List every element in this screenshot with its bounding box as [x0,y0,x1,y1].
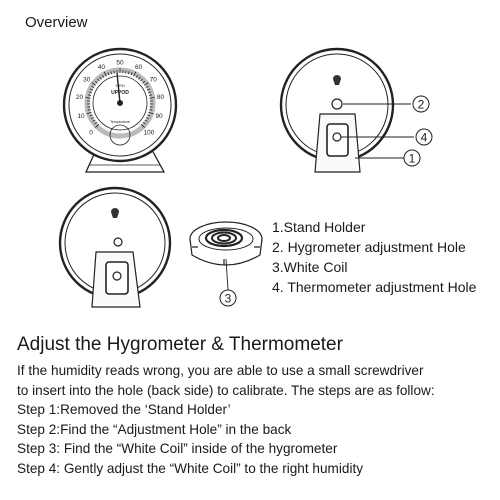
gauge-scale-number: 50 [116,59,124,67]
gauge-brand: UPPOD [111,90,129,96]
instruction-step: Step 1:Removed the ‘Stand Holder’ [17,402,231,417]
legend-item: 2. Hygrometer adjustment Hole [272,239,466,255]
disassembled-view-illustration [60,188,262,307]
instructions [17,361,435,478]
legend-item: 4. Thermometer adjustment Hole [272,279,477,295]
legend-item: 1.Stand Holder [272,219,366,235]
section-heading: Adjust the Hygrometer & Thermometer [17,334,343,355]
parts-legend [272,218,476,298]
overview-title: Overview [25,14,88,31]
gauge-scale-number: 60 [134,64,143,71]
gauge-inner-label: Temperature [110,120,130,124]
instruction-step: Step 2:Find the “Adjustment Hole” in the back [17,421,292,437]
gauge-scale-number: 70 [149,76,157,84]
callout-3-label: 3 [224,291,232,306]
gauge-scale-number: 20 [75,94,84,102]
instruction-step: Step 4: Gently adjust the “White Coil” to the right humidity [17,460,364,476]
legend-item: 3.White Coil [272,259,348,275]
instruction-line: If the humidity reads wrong, you are able to use a small screwdriver [17,363,424,378]
gauge-scale-number: 40 [97,64,106,71]
gauge-scale-number: 10 [77,113,85,121]
callout-1-label: 1 [408,151,416,166]
gauge-scale-number: 0 [89,129,93,137]
front-hygrometer-illustration [64,49,176,172]
gauge-scale-number: 100 [143,129,155,137]
callout-2-label: 2 [417,97,425,112]
gauge-scale-number: 80 [156,94,165,102]
gauge-scale-number: 30 [83,76,91,84]
callout-4-label: 4 [420,130,428,145]
instruction-line: to insert into the hole (back side) to calibrate. The steps are as follow: [17,382,435,398]
gauge-unit-label: %RH [115,83,125,88]
gauge-scale-number: 90 [155,113,163,121]
instruction-step: Step 3: Find the “White Coil” inside of the hygrometer [17,441,338,456]
